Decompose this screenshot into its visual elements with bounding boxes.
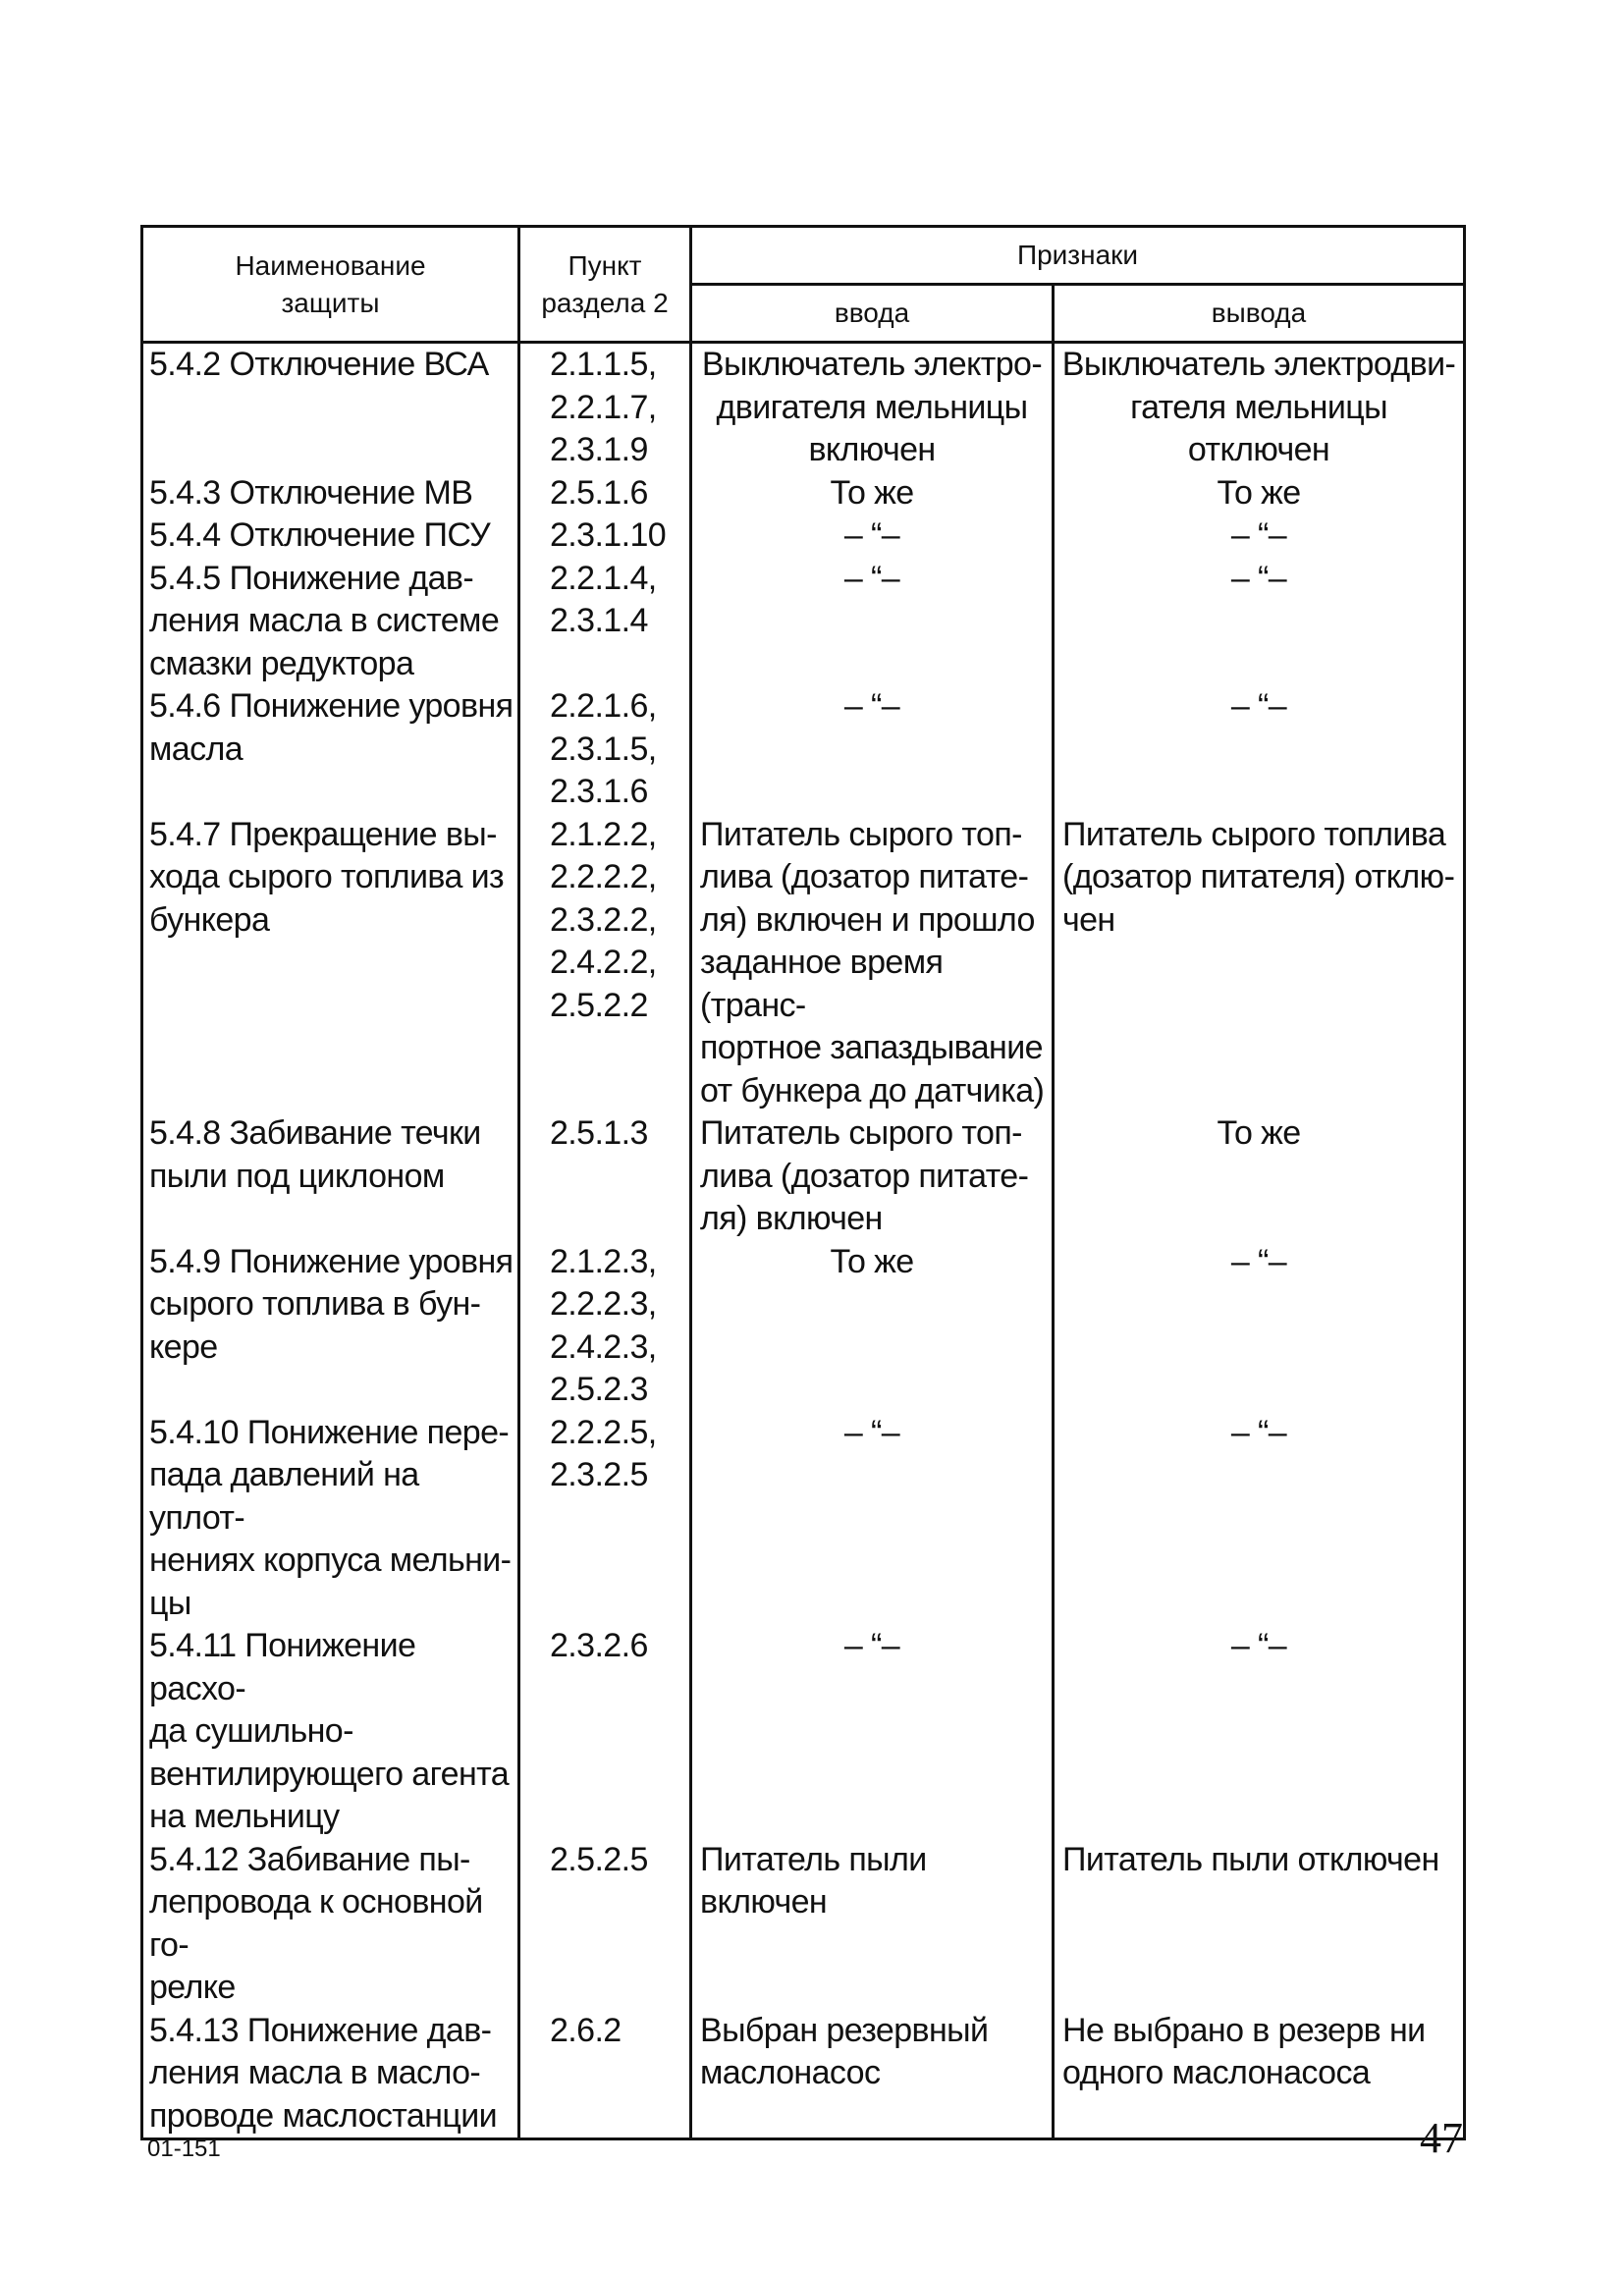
cell-name: 5.4.5 Понижение дав- ления масла в системе смазки редуктора — [142, 558, 519, 686]
table-row — [142, 1839, 1465, 2010]
table-row — [142, 472, 1465, 515]
cell-punkt: 2.2.2.5, 2.3.2.5 — [519, 1412, 691, 1626]
table-row — [142, 514, 1465, 558]
cell-vyvoda: То же — [1054, 472, 1465, 515]
cell-name: 5.4.6 Понижение уровня масла — [142, 685, 519, 814]
cell-vvoda: – “– — [691, 685, 1054, 814]
cell-punkt: 2.5.1.6 — [519, 472, 691, 515]
cell-vyvoda: – “– — [1054, 685, 1465, 814]
page-number: 47 — [1420, 2114, 1463, 2162]
table-row — [142, 1241, 1465, 1412]
cell-vyvoda: Питатель сырого топлива (дозатор питателя) отклю- чен — [1054, 814, 1465, 1113]
document-code: 01-151 — [147, 2136, 221, 2162]
cell-vvoda: – “– — [691, 1625, 1054, 1839]
cell-vyvoda: Выключатель электродви- гателя мельницы отключен — [1054, 343, 1465, 472]
cell-vvoda: Питатель пыли включен — [691, 1839, 1054, 2010]
cell-name: 5.4.7 Прекращение вы- хода сырого топлива из бункера — [142, 814, 519, 1113]
cell-vvoda: Выбран резервный маслонасос — [691, 2010, 1054, 2139]
table-body — [142, 343, 1465, 2139]
cell-name: 5.4.11 Понижение расхо- да сушильно- вентилирующего агента на мельницу — [142, 1625, 519, 1839]
protection-table — [140, 225, 1466, 2140]
cell-punkt: 2.1.1.5, 2.2.1.7, 2.3.1.9 — [519, 343, 691, 472]
table-row — [142, 814, 1465, 1113]
header-vvoda: ввода — [691, 285, 1054, 343]
cell-name: 5.4.3 Отключение МВ — [142, 472, 519, 515]
header-punkt: Пункт раздела 2 — [519, 227, 691, 343]
cell-vyvoda: Не выбрано в резерв ни одного маслонасоса — [1054, 2010, 1465, 2139]
cell-vyvoda: – “– — [1054, 514, 1465, 558]
header-priznaki: Признаки — [691, 227, 1465, 285]
cell-name: 5.4.8 Забивание течки пыли под циклоном — [142, 1112, 519, 1241]
table-row — [142, 2010, 1465, 2139]
cell-vvoda: Выключатель электро- двигателя мельницы включен — [691, 343, 1054, 472]
cell-vvoda: Питатель сырого топ- лива (дозатор питате- ля) включен — [691, 1112, 1054, 1241]
table-row — [142, 1412, 1465, 1626]
table-row — [142, 685, 1465, 814]
cell-punkt: 2.5.1.3 — [519, 1112, 691, 1241]
cell-name: 5.4.9 Понижение уровня сырого топлива в бун- кере — [142, 1241, 519, 1412]
cell-punkt: 2.3.2.6 — [519, 1625, 691, 1839]
cell-name: 5.4.12 Забивание пы- лепровода к основной го- релке — [142, 1839, 519, 2010]
cell-name: 5.4.10 Понижение пере- пада давлений на уплот- нениях корпуса мельни- цы — [142, 1412, 519, 1626]
cell-punkt: 2.5.2.5 — [519, 1839, 691, 2010]
cell-vvoda: – “– — [691, 514, 1054, 558]
table-row — [142, 1112, 1465, 1241]
cell-punkt: 2.1.2.3, 2.2.2.3, 2.4.2.3, 2.5.2.3 — [519, 1241, 691, 1412]
cell-vvoda: – “– — [691, 1412, 1054, 1626]
cell-punkt: 2.6.2 — [519, 2010, 691, 2139]
header-vyvoda: вывода — [1054, 285, 1465, 343]
cell-vyvoda: То же — [1054, 1112, 1465, 1241]
cell-punkt: 2.2.1.6, 2.3.1.5, 2.3.1.6 — [519, 685, 691, 814]
cell-name: 5.4.13 Понижение дав- ления масла в масло- проводе маслостанции — [142, 2010, 519, 2139]
cell-punkt: 2.3.1.10 — [519, 514, 691, 558]
cell-name: 5.4.2 Отключение ВСА — [142, 343, 519, 472]
cell-vyvoda: – “– — [1054, 1241, 1465, 1412]
cell-vyvoda: Питатель пыли отключен — [1054, 1839, 1465, 2010]
table-header — [142, 227, 1465, 343]
cell-vvoda: То же — [691, 472, 1054, 515]
cell-vvoda: Питатель сырого топ- лива (дозатор питате- ля) включен и прошло заданное время (транс- портное запаздывание от бункера до датчика) — [691, 814, 1054, 1113]
cell-vvoda: То же — [691, 1241, 1054, 1412]
header-name: Наименование защиты — [142, 227, 519, 343]
table-row — [142, 343, 1465, 472]
cell-vvoda: – “– — [691, 558, 1054, 686]
table-row — [142, 558, 1465, 686]
table-row — [142, 1625, 1465, 1839]
cell-vyvoda: – “– — [1054, 1412, 1465, 1626]
cell-vyvoda: – “– — [1054, 1625, 1465, 1839]
cell-name: 5.4.4 Отключение ПСУ — [142, 514, 519, 558]
cell-vyvoda: – “– — [1054, 558, 1465, 686]
cell-punkt: 2.1.2.2, 2.2.2.2, 2.3.2.2, 2.4.2.2, 2.5.2.2 — [519, 814, 691, 1113]
cell-punkt: 2.2.1.4, 2.3.1.4 — [519, 558, 691, 686]
